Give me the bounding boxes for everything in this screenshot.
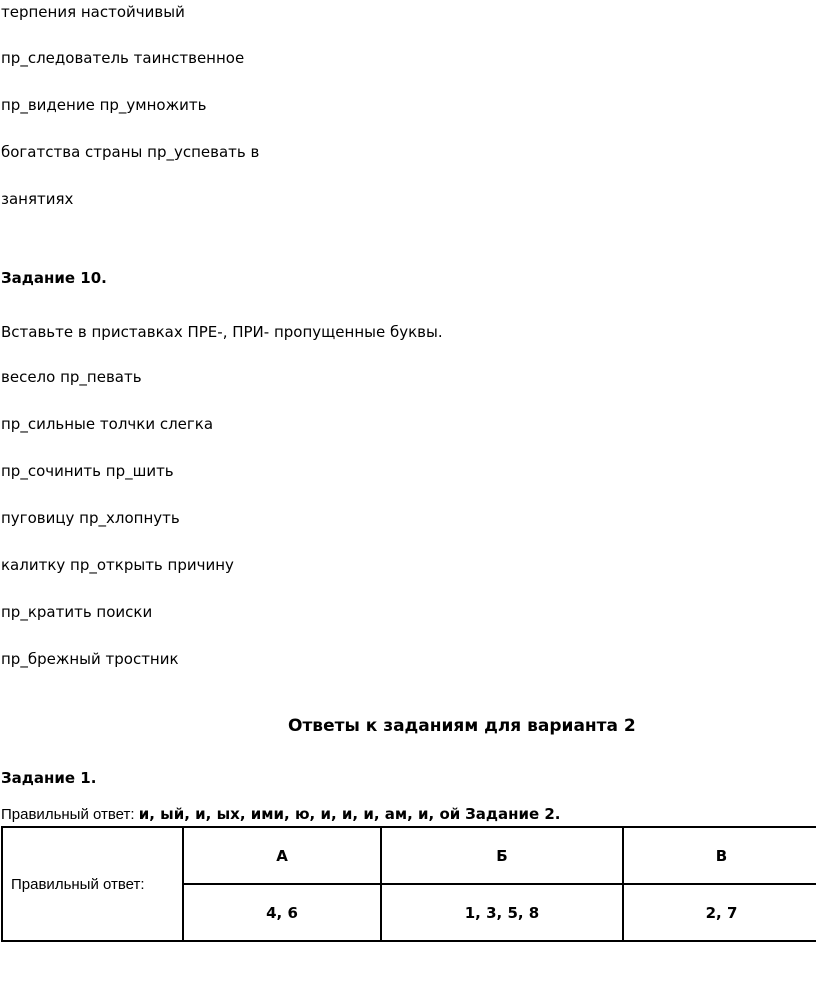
line-5: занятиях (1, 190, 74, 208)
answers-table (1, 826, 816, 942)
line-1: терпения настойчивый (1, 3, 185, 21)
task1-answer-line (1, 804, 561, 825)
task10-item: пр_кратить поиски (1, 603, 153, 621)
column-header: А (183, 827, 381, 884)
task10-heading: Задание 10. (1, 269, 107, 287)
table-cell: 1, 3, 5, 8 (381, 884, 623, 941)
task2-heading: Задание 2. (465, 805, 561, 823)
task10-item: пр_брежный тростник (1, 650, 179, 668)
column-header: В (623, 827, 816, 884)
table-cell: 2, 7 (623, 884, 816, 941)
task10-item: весело пр_певать (1, 368, 142, 386)
answer-prefix: Правильный ответ: (1, 806, 139, 823)
task10-item: пр_сильные толчки слегка (1, 415, 214, 433)
line-4: богатства страны пр_успевать в (1, 143, 260, 161)
answers-title: Ответы к заданиям для варианта 2 (288, 716, 636, 736)
task10-item: пр_сочинить пр_шить (1, 462, 174, 480)
task10-instruction: Вставьте в приставках ПРЕ-, ПРИ- пропущенные буквы. (1, 323, 443, 341)
column-header: Б (381, 827, 623, 884)
task1-heading: Задание 1. (1, 769, 97, 787)
table-cell: 4, 6 (183, 884, 381, 941)
task10-item: пуговицу пр_хлопнуть (1, 509, 180, 527)
task1-answer: и, ый, и, ых, ими, ю, и, и, и, ам, и, ой (138, 805, 461, 823)
table-row (2, 827, 816, 884)
task10-item: калитку пр_открыть причину (1, 556, 234, 574)
row-label: Правильный ответ: (2, 827, 183, 941)
line-2: пр_следователь таинственное (1, 49, 245, 67)
line-3: пр_видение пр_умножить (1, 96, 207, 114)
